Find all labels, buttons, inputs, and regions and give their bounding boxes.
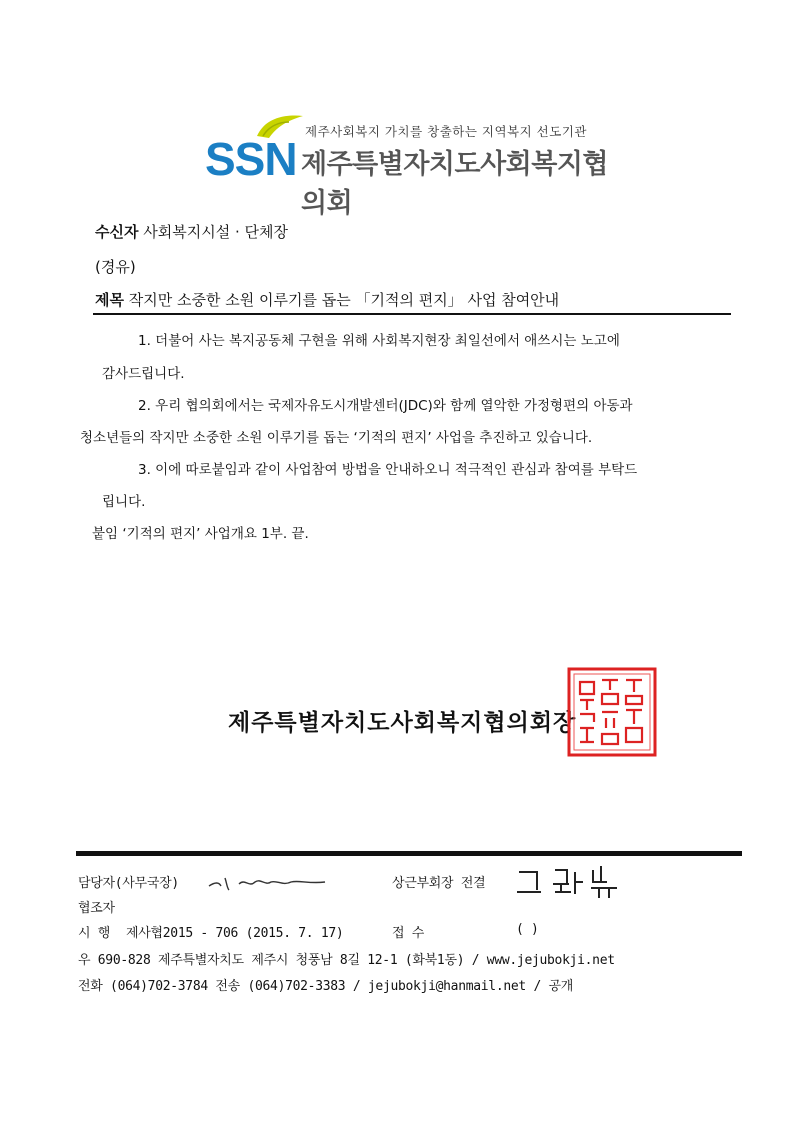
recipient-row (95, 221, 288, 242)
logo-tagline: 제주사회복지 가치를 창출하는 지역복지 선도기관 (305, 124, 587, 139)
address-line: 우 690-828 제주특별자치도 제주시 청풍남 8길 12-1 (화북1동) / www.jejubokji.net (78, 953, 615, 968)
receive-label: 접 수 (392, 926, 425, 941)
doc-label: 시 행 (78, 926, 111, 941)
subject-value: 작지만 소중한 소원 이루기를 돕는 「기적의 편지」 사업 참여안내 (128, 291, 560, 309)
approver-signature (515, 862, 625, 902)
attachment-line: 붙임 ‘기적의 편지’ 사업개요 1부. 끝. (92, 526, 309, 542)
recipient-label: 수신자 (95, 223, 139, 241)
para-2-line-2: 청소년들의 작지만 소중한 소원 이루기를 돕는 ‘기적의 편지’ 사업을 추진하고 있습니다. (80, 430, 593, 446)
para-1-line-2: 감사드립니다. (102, 366, 185, 382)
staff-signature (205, 866, 355, 896)
issuer-name: 제주특별자치도사회복지협의회장 (228, 710, 577, 736)
logo-org-name: 제주특별자치도사회복지협의회 (301, 149, 608, 219)
org-logo (205, 112, 625, 219)
approver-label: 상근부회장 전결 (392, 876, 486, 891)
cooperator-label: 협조자 (78, 901, 115, 916)
logo-abbr: SSN (205, 133, 297, 185)
para-3-line-2: 립니다. (102, 494, 146, 510)
subject-row (95, 289, 559, 310)
footer-rule (76, 851, 742, 856)
subject-label: 제목 (95, 291, 124, 309)
staff-label: 담당자(사무국장) (78, 876, 179, 891)
para-1-line-1: 1. 더불어 사는 복지공동체 구현을 위해 사회복지현장 최일선에서 애쓰시는 노고에 (138, 333, 620, 349)
para-3-line-1: 3. 이에 따로붙임과 같이 사업참여 방법을 안내하오니 적극적인 관심과 참여를 부탁드 (138, 462, 638, 478)
contact-line: 전화 (064)702-3784 전송 (064)702-3383 / jejubokji@hanmail.net / 공개 (78, 979, 574, 994)
doc-number: 제사협2015 - 706 (2015. 7. 17) (126, 926, 344, 941)
header-divider (93, 313, 731, 315)
via-row: (경유) (95, 258, 136, 276)
official-seal-stamp (566, 666, 658, 758)
recipient-value: 사회복지시설 · 단체장 (143, 223, 288, 241)
para-2-line-1: 2. 우리 협의회에서는 국제자유도시개발센터(JDC)와 함께 열악한 가정형편의 아동과 (138, 398, 633, 414)
receive-value: ( ) (516, 922, 539, 937)
